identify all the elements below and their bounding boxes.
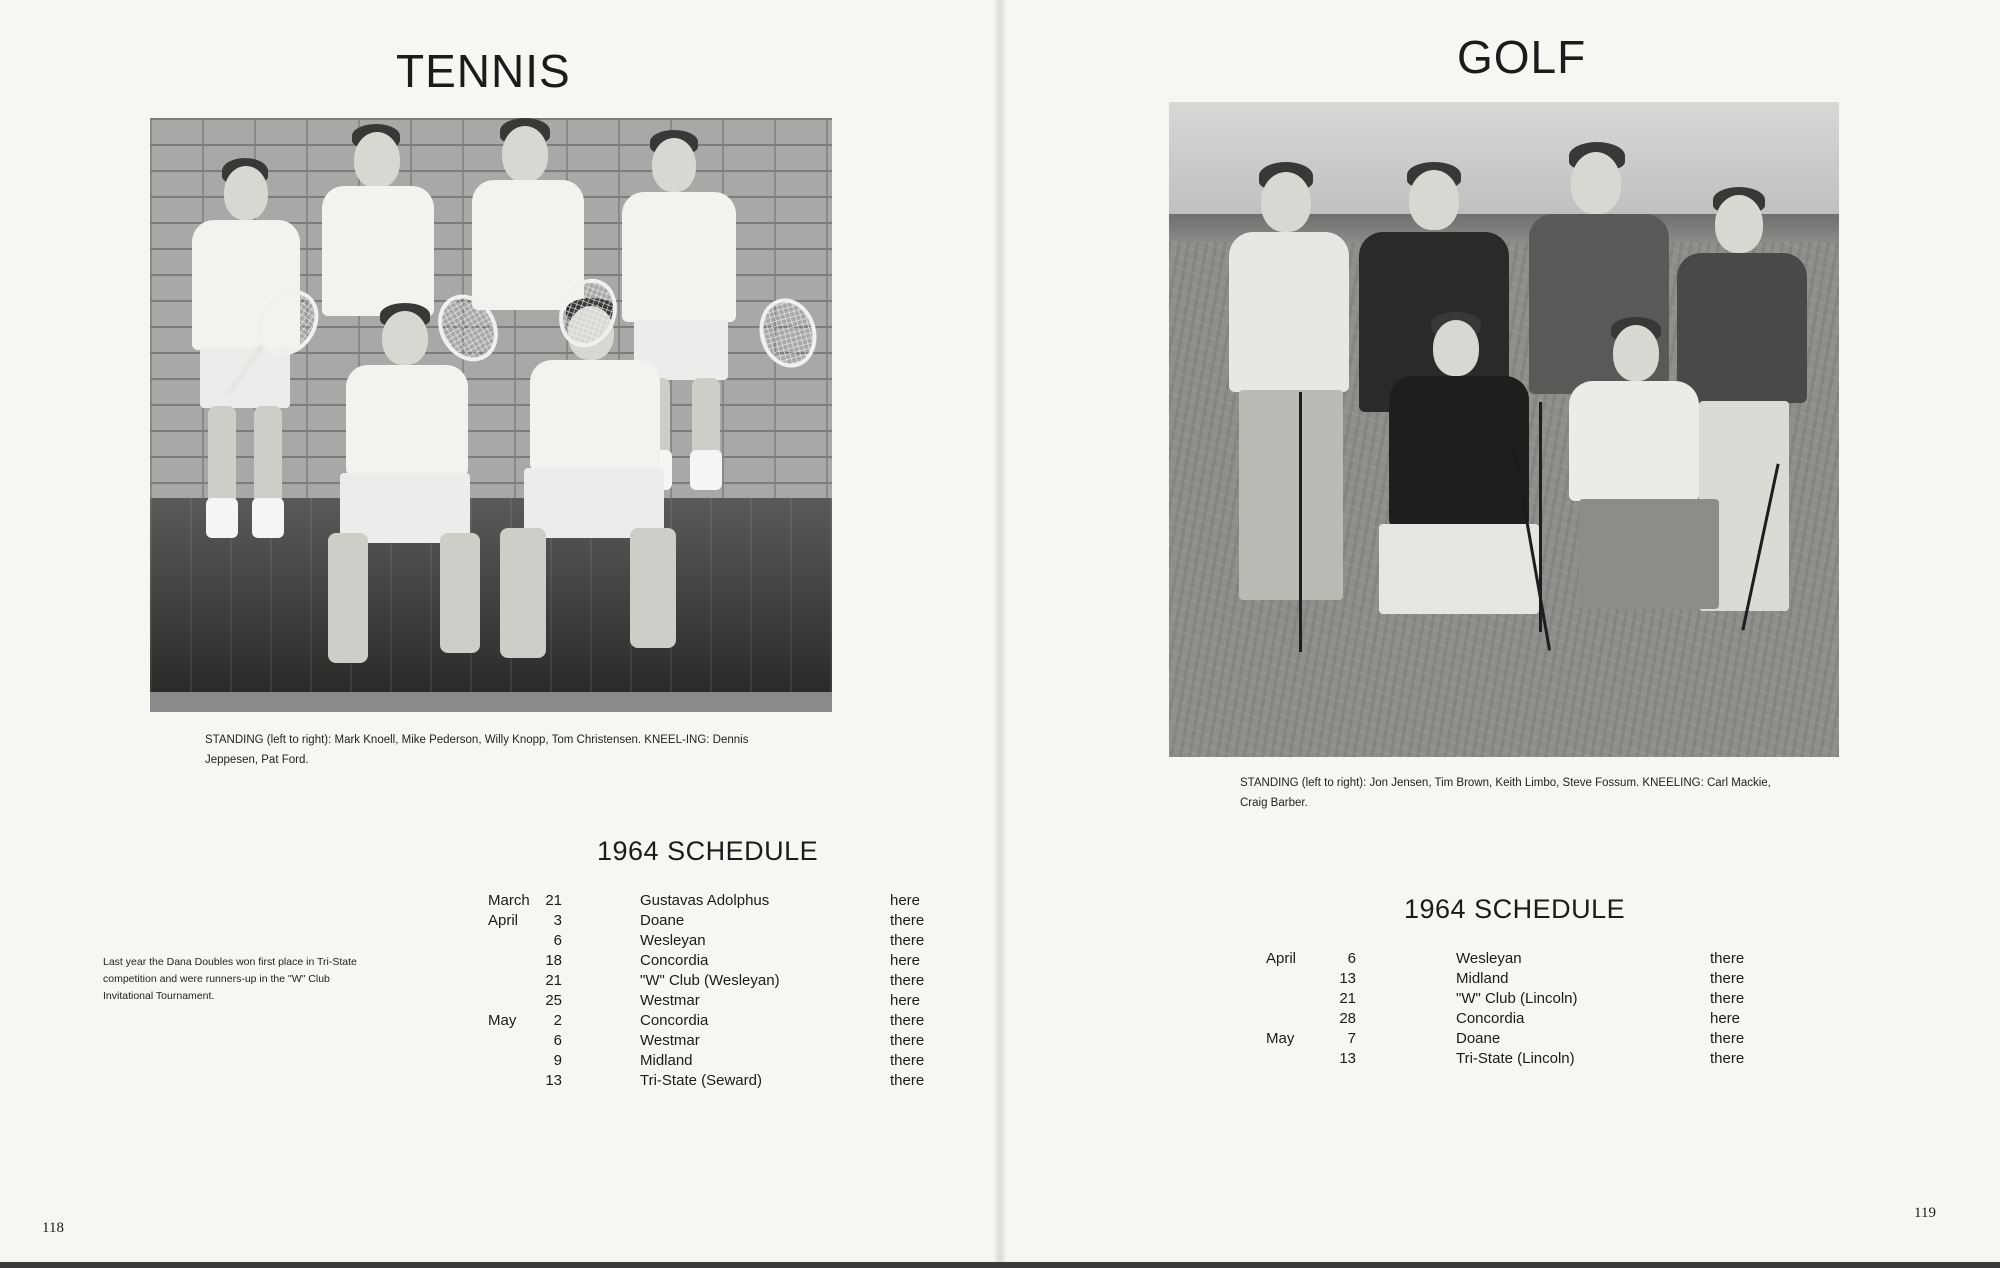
schedule-opponent: Wesleyan xyxy=(1456,950,1522,967)
schedule-day: 13 xyxy=(545,1072,562,1089)
schedule-row xyxy=(1266,990,1746,1010)
schedule-day: 6 xyxy=(553,932,562,949)
schedule-location: there xyxy=(1710,1030,1745,1047)
schedule-opponent: Concordia xyxy=(640,1012,709,1029)
page-number-left: 118 xyxy=(42,1220,64,1236)
schedule-location: here xyxy=(890,952,921,969)
schedule-day: 25 xyxy=(545,992,562,1009)
schedule-day: 3 xyxy=(553,912,562,929)
schedule-day: 9 xyxy=(553,1052,562,1069)
schedule-day: 28 xyxy=(1339,1010,1356,1027)
golf-team-photo xyxy=(1169,102,1839,757)
schedule-opponent: Doane xyxy=(640,912,685,929)
schedule-opponent: Wesleyan xyxy=(640,932,706,949)
golf-caption: STANDING (left to right): Jon Jensen, Tim Brown, Keith Limbo, Steve Fossum. KNEELING: Carl Mackie, Craig Barber. xyxy=(1240,777,1771,809)
tennis-team-photo xyxy=(150,118,832,712)
schedule-row xyxy=(488,932,928,952)
schedule-row xyxy=(488,1052,928,1072)
schedule-location: there xyxy=(890,1072,925,1089)
schedule-opponent: Tri-State (Lincoln) xyxy=(1456,1050,1575,1067)
schedule-location: there xyxy=(890,972,925,989)
golf-title: GOLF xyxy=(1457,31,1587,83)
schedule-row xyxy=(1266,1050,1746,1070)
schedule-opponent: Doane xyxy=(1456,1030,1501,1047)
schedule-month: April xyxy=(488,912,519,929)
schedule-day: 13 xyxy=(1339,1050,1356,1067)
schedule-opponent: "W" Club (Wesleyan) xyxy=(640,972,780,989)
schedule-row xyxy=(488,972,928,992)
schedule-row xyxy=(1266,1010,1746,1030)
schedule-row xyxy=(488,1012,928,1032)
schedule-row xyxy=(488,952,928,972)
binding-gutter xyxy=(993,0,1007,1268)
schedule-location: there xyxy=(890,1032,925,1049)
schedule-opponent: Westmar xyxy=(640,1032,700,1049)
schedule-location: there xyxy=(1710,970,1745,987)
tennis-note: Last year the Dana Doubles won first place in Tri-State competition and were runners-up in the "W" Club Invitational Tournament. xyxy=(103,956,357,1002)
schedule-opponent: Concordia xyxy=(640,952,709,969)
schedule-day: 7 xyxy=(1347,1030,1356,1047)
schedule-location: there xyxy=(890,1052,925,1069)
schedule-opponent: Tri-State (Seward) xyxy=(640,1072,762,1089)
schedule-location: here xyxy=(890,992,921,1009)
schedule-opponent: Midland xyxy=(1456,970,1509,987)
tennis-caption: STANDING (left to right): Mark Knoell, Mike Pederson, Willy Knopp, Tom Christensen. KNEEL-ING: Dennis Jeppesen, Pat Ford. xyxy=(205,734,749,766)
schedule-opponent: Westmar xyxy=(640,992,700,1009)
schedule-row xyxy=(488,912,928,932)
schedule-day: 21 xyxy=(545,972,562,989)
schedule-month: March xyxy=(488,892,530,909)
schedule-location: here xyxy=(1710,1010,1741,1027)
schedule-location: there xyxy=(890,1012,925,1029)
schedule-location: there xyxy=(890,932,925,949)
schedule-month: May xyxy=(1266,1030,1295,1047)
schedule-row xyxy=(488,892,928,912)
schedule-location: there xyxy=(1710,990,1745,1007)
schedule-opponent: "W" Club (Lincoln) xyxy=(1456,990,1578,1007)
schedule-day: 21 xyxy=(545,892,562,909)
schedule-day: 13 xyxy=(1339,970,1356,987)
schedule-day: 2 xyxy=(553,1012,562,1029)
schedule-location: there xyxy=(1710,1050,1745,1067)
schedule-row xyxy=(1266,1030,1746,1050)
schedule-day: 6 xyxy=(1347,950,1356,967)
page-119 xyxy=(1000,0,2000,1268)
schedule-location: here xyxy=(890,892,921,909)
schedule-opponent: Gustavas Adolphus xyxy=(640,892,770,909)
page-bottom-edge xyxy=(0,1262,2000,1268)
schedule-row xyxy=(488,1032,928,1052)
schedule-day: 18 xyxy=(545,952,562,969)
tennis-schedule-table xyxy=(488,892,928,1092)
schedule-month: May xyxy=(488,1012,517,1029)
tennis-schedule-title: 1964 SCHEDULE xyxy=(597,836,819,866)
tennis-title: TENNIS xyxy=(396,45,571,97)
schedule-row xyxy=(1266,970,1746,990)
schedule-day: 21 xyxy=(1339,990,1356,1007)
schedule-month: April xyxy=(1266,950,1297,967)
schedule-day: 6 xyxy=(553,1032,562,1049)
schedule-opponent: Midland xyxy=(640,1052,693,1069)
schedule-row xyxy=(1266,950,1746,970)
golf-schedule-table xyxy=(1266,950,1746,1070)
schedule-opponent: Concordia xyxy=(1456,1010,1525,1027)
schedule-row xyxy=(488,992,928,1012)
schedule-location: there xyxy=(1710,950,1745,967)
golf-schedule-title: 1964 SCHEDULE xyxy=(1404,894,1626,924)
page-number-right: 119 xyxy=(1914,1205,1936,1221)
schedule-row xyxy=(488,1072,928,1092)
schedule-location: there xyxy=(890,912,925,929)
